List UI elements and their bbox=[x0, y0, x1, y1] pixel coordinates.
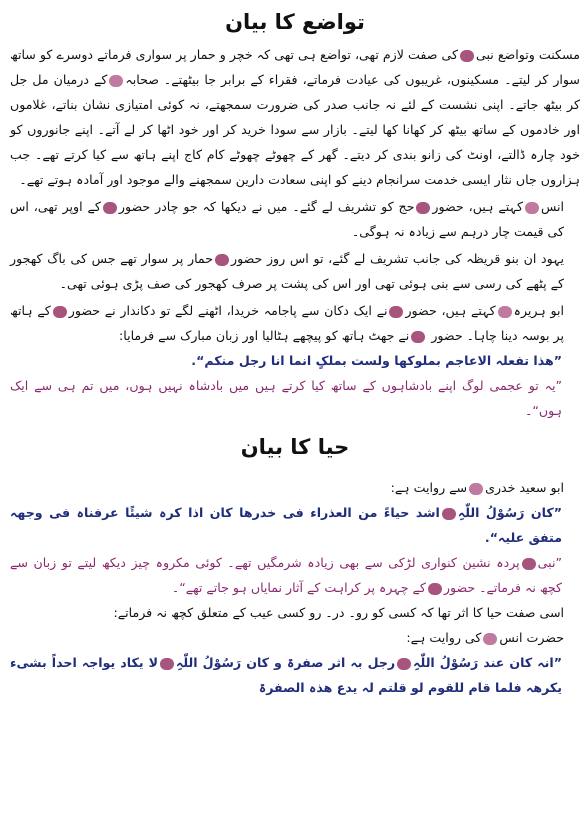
haya-intro-2: حضرت انسکی روایت ہے: bbox=[406, 630, 564, 645]
salawat-icon bbox=[103, 202, 117, 214]
salawat-icon bbox=[389, 306, 403, 318]
arabic-quote-3: ”انہ کان عند رَسُوْلُ اللّٰہِرجل بہ اثر صفرۃ و کان رَسُوْلُ اللّٰہِلا یکاد یواجہ احداً بشیء یکرھہ فلما قام للقوم لو قلتم لہ یدع ھذہ الصفرۃ bbox=[10, 655, 562, 695]
arabic-quote-2: ”کان رَسُوْلُ اللّٰہِاشد حیاءً من العذراء فی خدرھا کان اذا کرہ شیئًا عرفناہ فی وجھہ متفق علیہ“. bbox=[10, 505, 563, 545]
salawat-icon bbox=[53, 306, 67, 318]
section-heading-tawazu: تواضع کا بیان bbox=[225, 10, 365, 34]
salawat-icon bbox=[411, 331, 425, 343]
arabic-quote-1: ”ھذا تفعلہ الاعاجم بملوکھا ولست بملکٍ انما انا رجل منکم“. bbox=[191, 353, 562, 368]
salawat-icon bbox=[522, 558, 536, 570]
paragraph-tawazu-4: ابو ہریرہکہتے ہیں، حضورنے ایک دکان سے پاجامہ خریدا، اٹھنے لگے تو دکاندار نے حضورکے ہاتھ پر بوسہ دینا چاہا۔ حضور نے جھٹ ہاتھ کو پیچھے ہٹالیا اور زبان مبارک سے فرمایا: bbox=[10, 303, 564, 343]
raziallah-icon bbox=[498, 306, 512, 318]
salawat-icon bbox=[416, 202, 430, 214]
raziallah-icon bbox=[525, 202, 539, 214]
salawat-icon bbox=[428, 583, 442, 595]
paragraph-haya-1: اسی صفت حیا کا اثر تھا کہ کسی کو رو۔ در۔ رو کسی عیب کے متعلق کچھ نہ فرماتے: bbox=[113, 605, 564, 620]
raziallah-icon bbox=[109, 75, 123, 87]
salawat-icon bbox=[460, 50, 474, 62]
urdu-quote-2: ”نبیپردہ نشین کنواری لڑکی سے بھی زیادہ شرمگیں تھے۔ کوئی مکروہ چیز دیکھ لیتے تو زبان سے کچھ نہ فرماتے۔ حضورکے چہرہ پر کراہت کے آثار نمایاں ہو جاتے تھے“۔ bbox=[10, 555, 562, 595]
salawat-icon bbox=[397, 658, 411, 670]
salawat-icon bbox=[442, 508, 456, 520]
haya-intro-1: ابو سعید خدریسے روایت ہے: bbox=[390, 480, 564, 495]
raziallah-icon bbox=[483, 633, 497, 645]
paragraph-tawazu-3: یہود ان بنو قریظہ کی جانب تشریف لے گئے، تو اس روز حضورحمار پر سوار تھے جس کی باگ کھجور کے پٹھے کی رسی سے بنی ہوئی تھی اور اس کی پشت پر صرف کھجور کی صف پڑی ہوئی تھی۔ bbox=[10, 251, 564, 291]
raziallah-icon bbox=[469, 483, 483, 495]
salawat-icon bbox=[215, 254, 229, 266]
urdu-quote-1: ”یہ تو عجمی لوگ اپنے بادشاہوں کے ساتھ کیا کرتے ہیں میں بادشاہ نہیں ہوں، میں تم ہی سے ایک ہوں“۔ bbox=[10, 378, 562, 418]
paragraph-tawazu-1: مسکنت وتواضع نبیکی صفت لازم تھی، تواضع ہی تھی کہ خچر و حمار پر سواری فرماتے دوسرے کو ساتھ سوار کر لیتے۔ مسکینوں، غریبوں کی عیادت فرماتے، فقراء کے برابر جا بیٹھتے۔ صحابہکے درمیان مل جل کر بیٹھ جاتے۔ اپنی نشست کے لئے نہ جانب صدر کی ضرورت سمجھتے، نہ کوئی امتیازی نشان بناتے، غلاموں اور خادموں کے ساتھ بیٹھ کر کھانا کھا لیتے۔ بازار سے سودا خرید کر اور خود اٹھا کر لے آتے۔ اپنے جانوروں کو خود چارہ ڈالتے، اونٹ کی زانو بندی کر دیتے۔ گھر کے چھوٹے چھوٹے کام کاج اپنے ہاتھ سے کیا کرتے تھے۔ جب ہزاروں جاں نثار ایسی خدمت سرانجام دینے کو اپنی سعادت دارین سمجھنے والے موجود اور آمادہ ہوتے تھے۔ bbox=[10, 47, 580, 187]
salawat-icon bbox=[160, 658, 174, 670]
paragraph-tawazu-2: انسکہتے ہیں، حضورحج کو تشریف لے گئے۔ میں نے دیکھا کہ جو چادر حضورکے اوپر تھی، اس کی قیمت چار درہم سے زیادہ نہ ہوگی۔ bbox=[10, 199, 564, 239]
section-heading-haya: حیا کا بیان bbox=[240, 435, 350, 459]
